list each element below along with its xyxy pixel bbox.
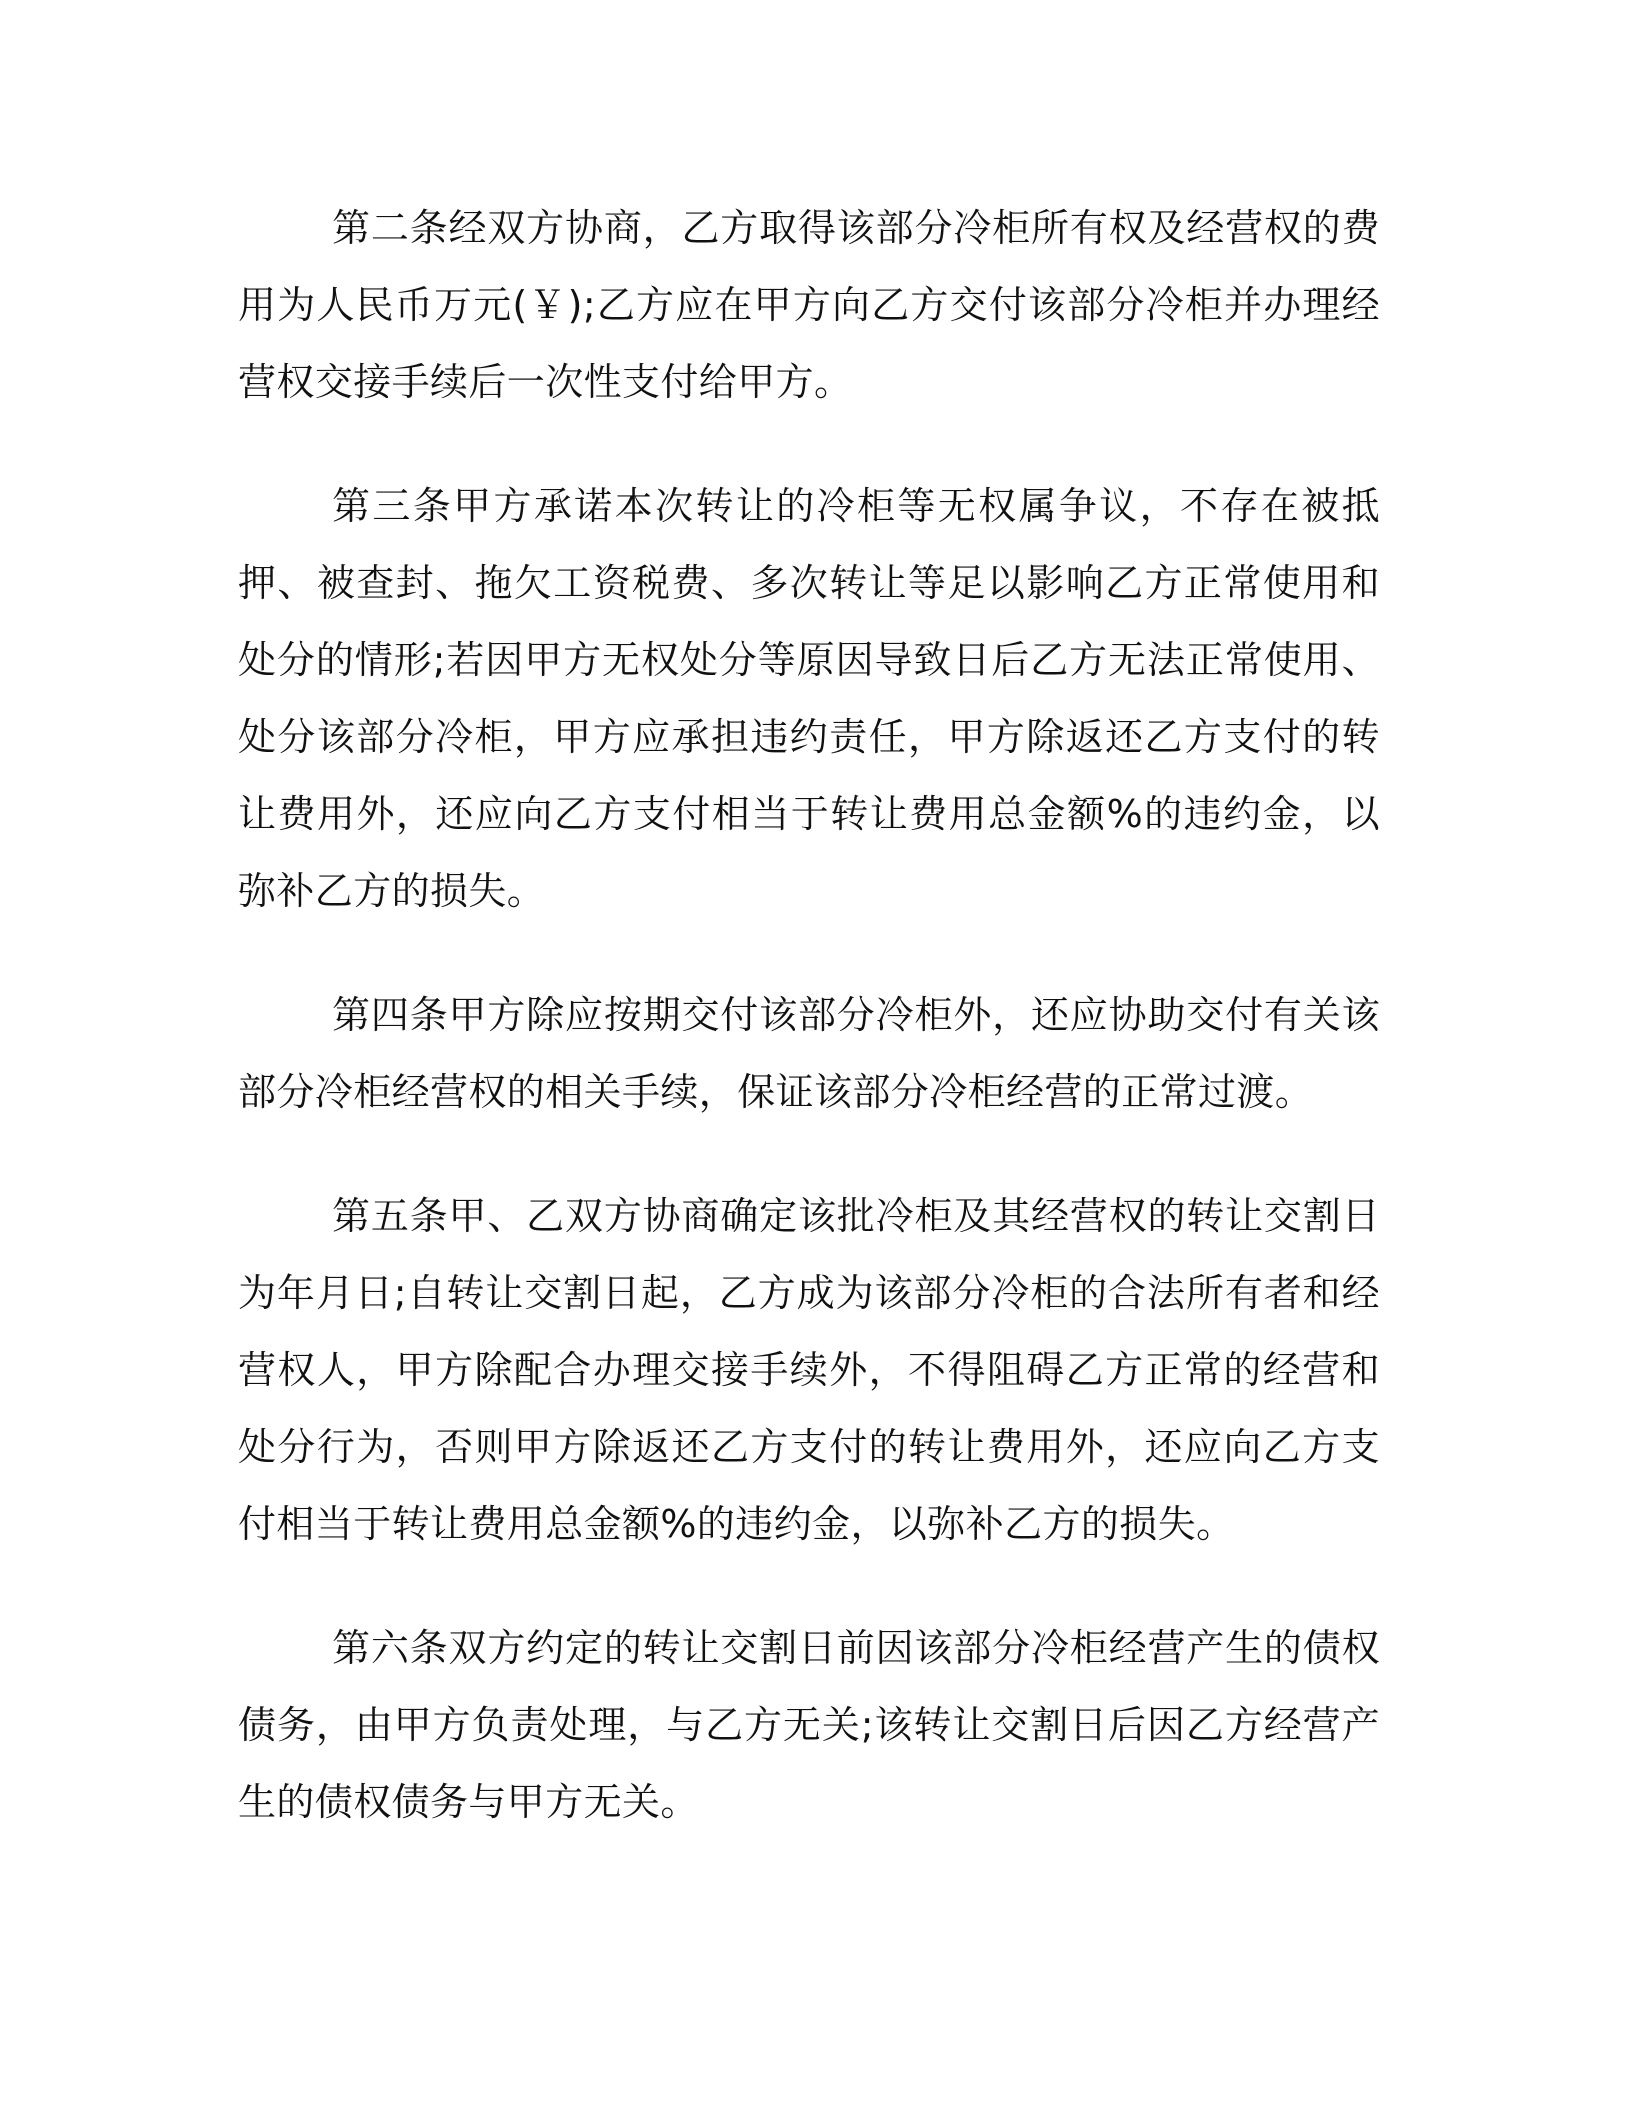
- document-body: [238, 190, 1380, 1888]
- clause-4-paragraph: 第四条甲方除应按期交付该部分冷柜外，还应协助交付有关该部分冷柜经营权的相关手续，保证该部分冷柜经营的正常过渡。: [238, 993, 1380, 1114]
- clause-3-paragraph: 第三条甲方承诺本次转让的冷柜等无权属争议，不存在被抵押、被查封、拖欠工资税费、多次转让等足以影响乙方正常使用和处分的情形;若因甲方无权处分等原因导致日后乙方无法正常使用、处分该部分冷柜，甲方应承担违约责任，甲方除返还乙方支付的转让费用外，还应向乙方支付相当于转让费用总金额%的违约金，以弥补乙方的损失。: [238, 484, 1380, 913]
- clause-5-paragraph: 第五条甲、乙双方协商确定该批冷柜及其经营权的转让交割日为年月日;自转让交割日起，乙方成为该部分冷柜的合法所有者和经营权人，甲方除配合办理交接手续外，不得阻碍乙方正常的经营和处分行为，否则甲方除返还乙方支付的转让费用外，还应向乙方支付相当于转让费用总金额%的违约金，以弥补乙方的损失。: [238, 1194, 1380, 1546]
- clause-2-paragraph: 第二条经双方协商，乙方取得该部分冷柜所有权及经营权的费用为人民币万元(￥);乙方应在甲方向乙方交付该部分冷柜并办理经营权交接手续后一次性支付给甲方。: [238, 206, 1380, 404]
- clause-6-paragraph: 第六条双方约定的转让交割日前因该部分冷柜经营产生的债权债务，由甲方负责处理，与乙方无关;该转让交割日后因乙方经营产生的债权债务与甲方无关。: [238, 1626, 1380, 1824]
